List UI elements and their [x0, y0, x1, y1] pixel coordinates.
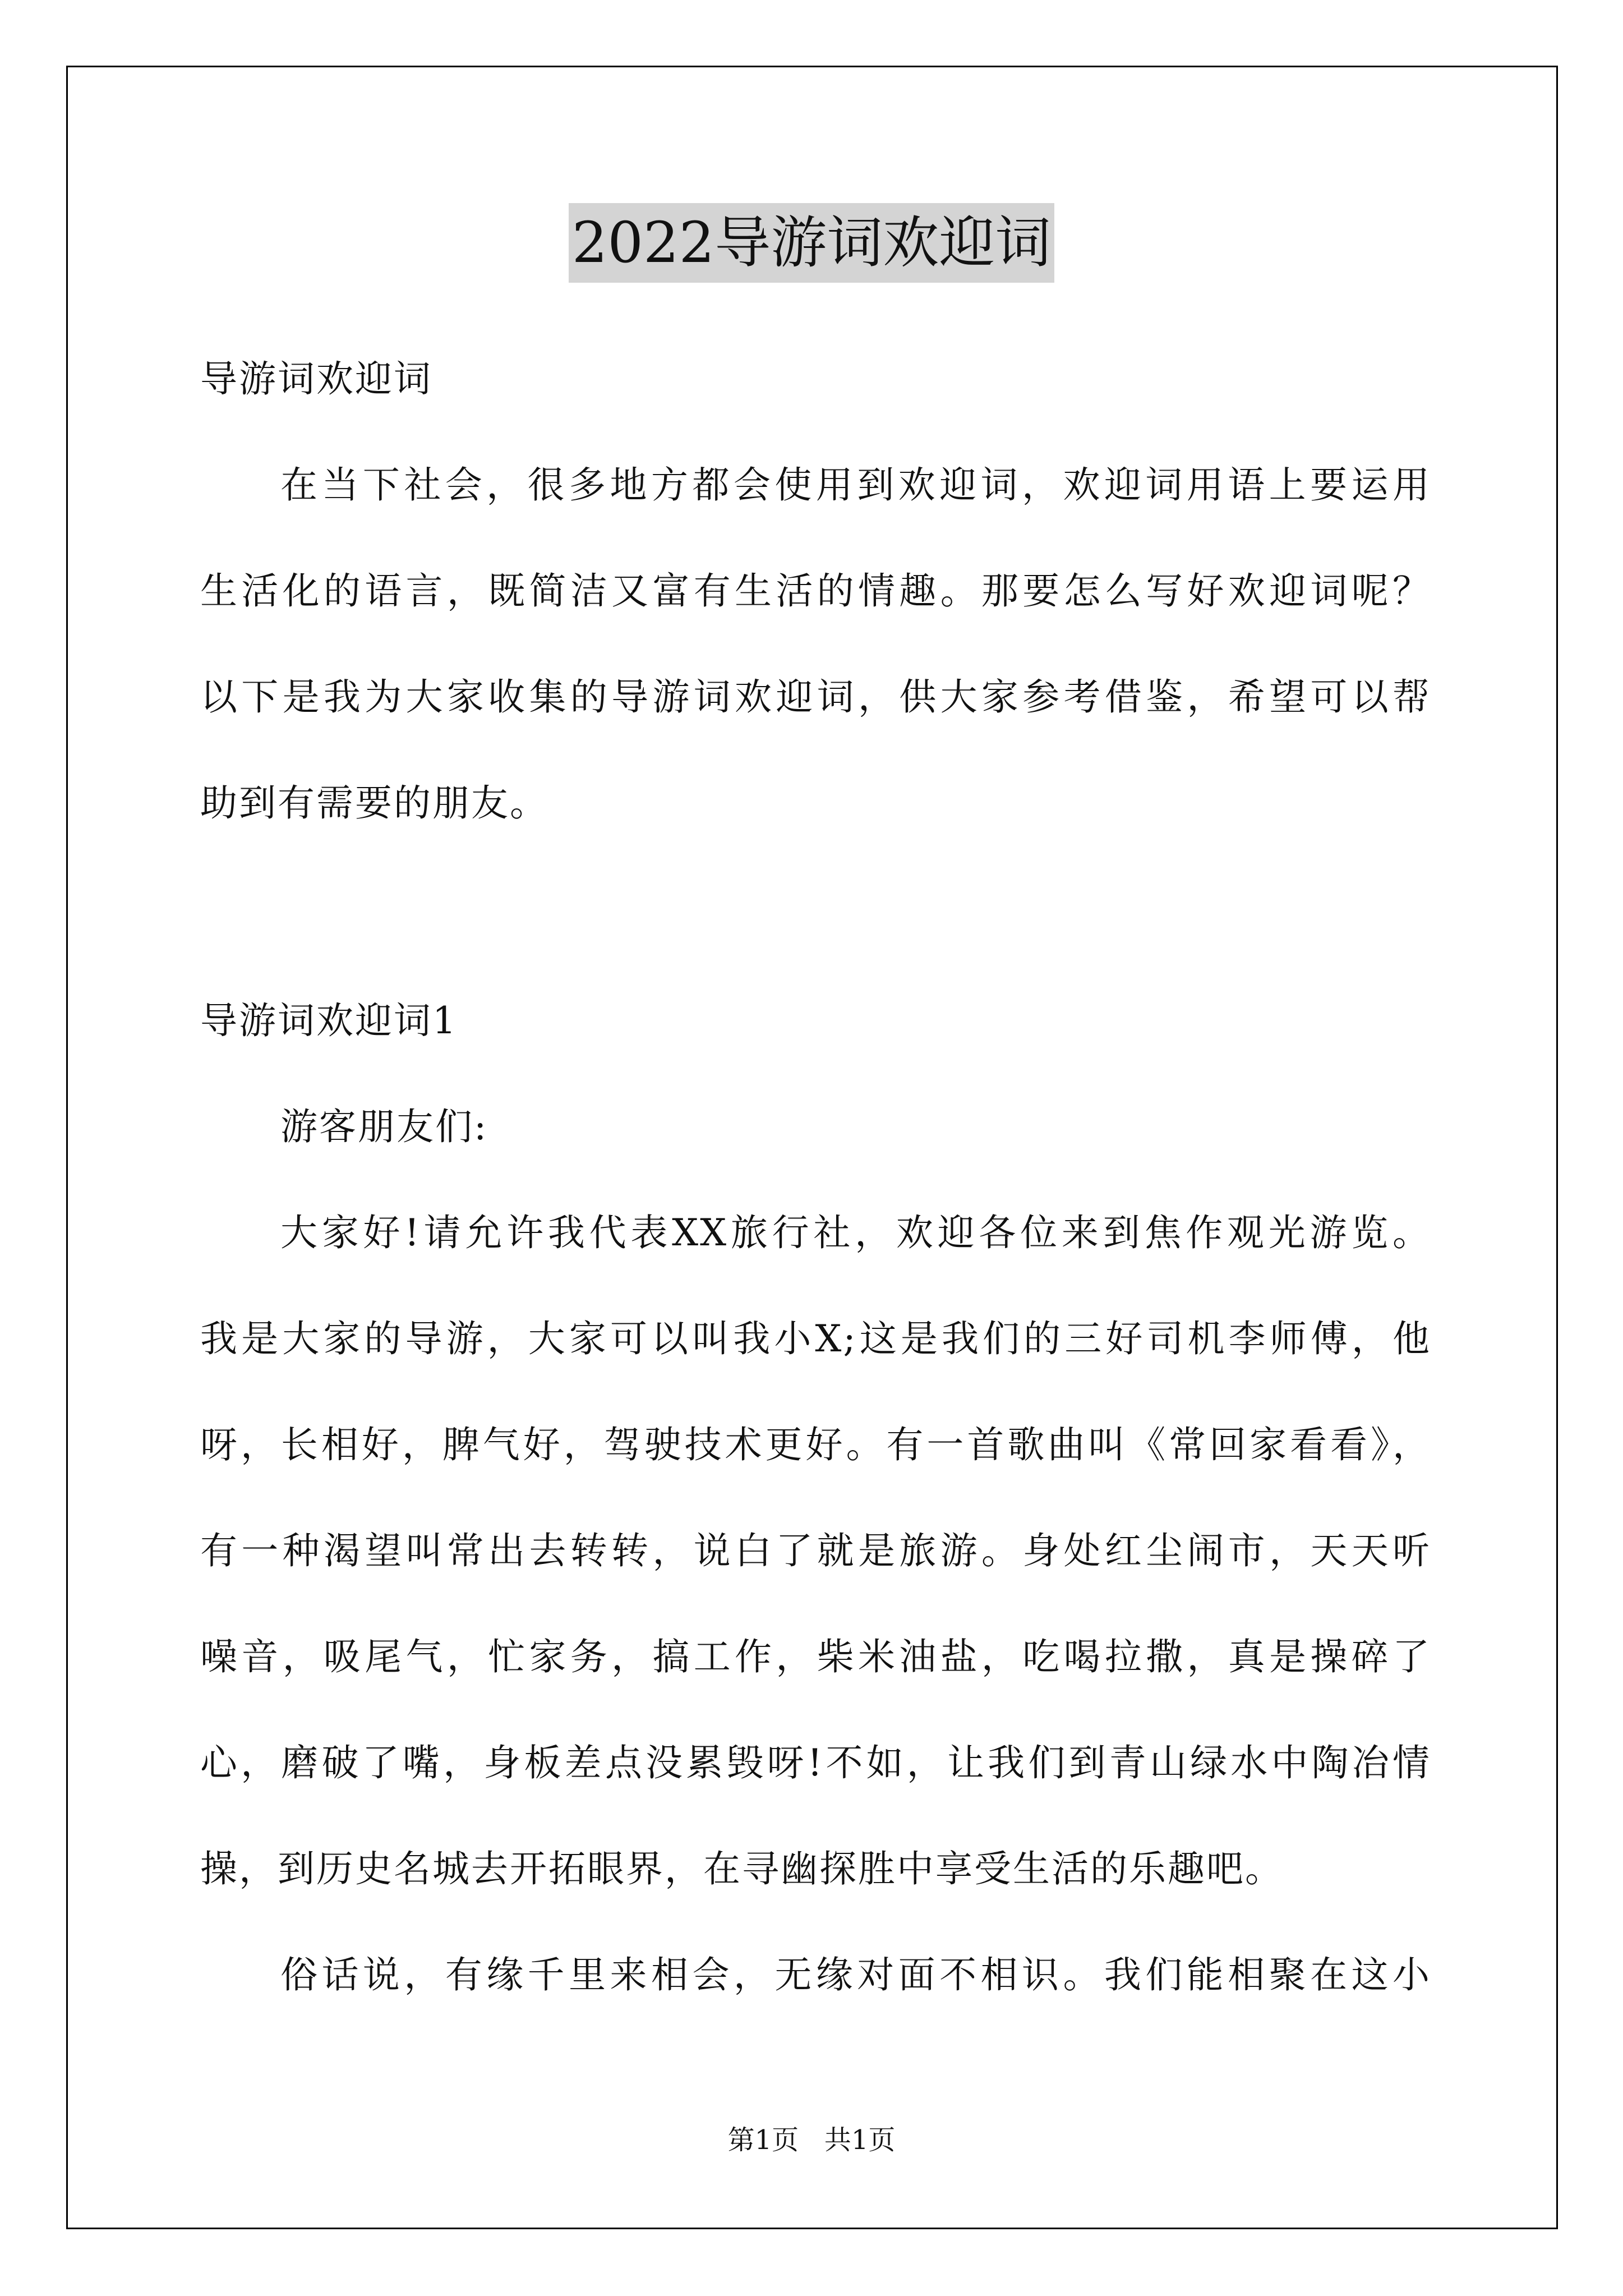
body-line-4: 有一种渴望叫常出去转转，说白了就是旅游。身处红尘闹市，天天听 — [200, 1529, 1431, 1572]
body-line-3: 呀，长相好，脾气好，驾驶技术更好。有一首歌曲叫《常回家看看》， — [200, 1423, 1431, 1466]
intro-line-3: 以下是我为大家收集的导游词欢迎词，供大家参考借鉴，希望可以帮 — [200, 675, 1431, 719]
document-title: 2022导游词欢迎词 — [569, 203, 1055, 283]
body-line-1: 大家好!请允许我代表XX旅行社，欢迎各位来到焦作观光游览。 — [280, 1211, 1431, 1254]
intro-heading: 导游词欢迎词 — [200, 357, 432, 401]
intro-line-2: 生活化的语言，既简洁又富有生活的情趣。那要怎么写好欢迎词呢？ — [200, 569, 1431, 613]
page-footer: 第1页 共1页 — [727, 2124, 896, 2156]
title-container — [0, 203, 1623, 283]
greeting-line: 游客朋友们: — [280, 1105, 488, 1148]
body-line-2: 我是大家的导游，大家可以叫我小X;这是我们的三好司机李师傅，他 — [200, 1317, 1431, 1360]
intro-line-4: 助到有需要的朋友。 — [200, 781, 548, 825]
body-line-5: 噪音，吸尾气，忙家务，搞工作，柴米油盐，吃喝拉撒，真是操碎了 — [200, 1635, 1431, 1678]
section-heading-1: 导游词欢迎词1 — [200, 999, 458, 1042]
body-line-8: 俗话说，有缘千里来相会，无缘对面不相识。我们能相聚在这小 — [280, 1953, 1431, 1996]
body-line-6: 心，磨破了嘴，身板差点没累毁呀!不如，让我们到青山绿水中陶冶情 — [200, 1741, 1431, 1784]
intro-line-1: 在当下社会，很多地方都会使用到欢迎词，欢迎词用语上要运用 — [280, 463, 1431, 507]
body-line-7: 操，到历史名城去开拓眼界，在寻幽探胜中享受生活的乐趣吧。 — [200, 1847, 1284, 1890]
